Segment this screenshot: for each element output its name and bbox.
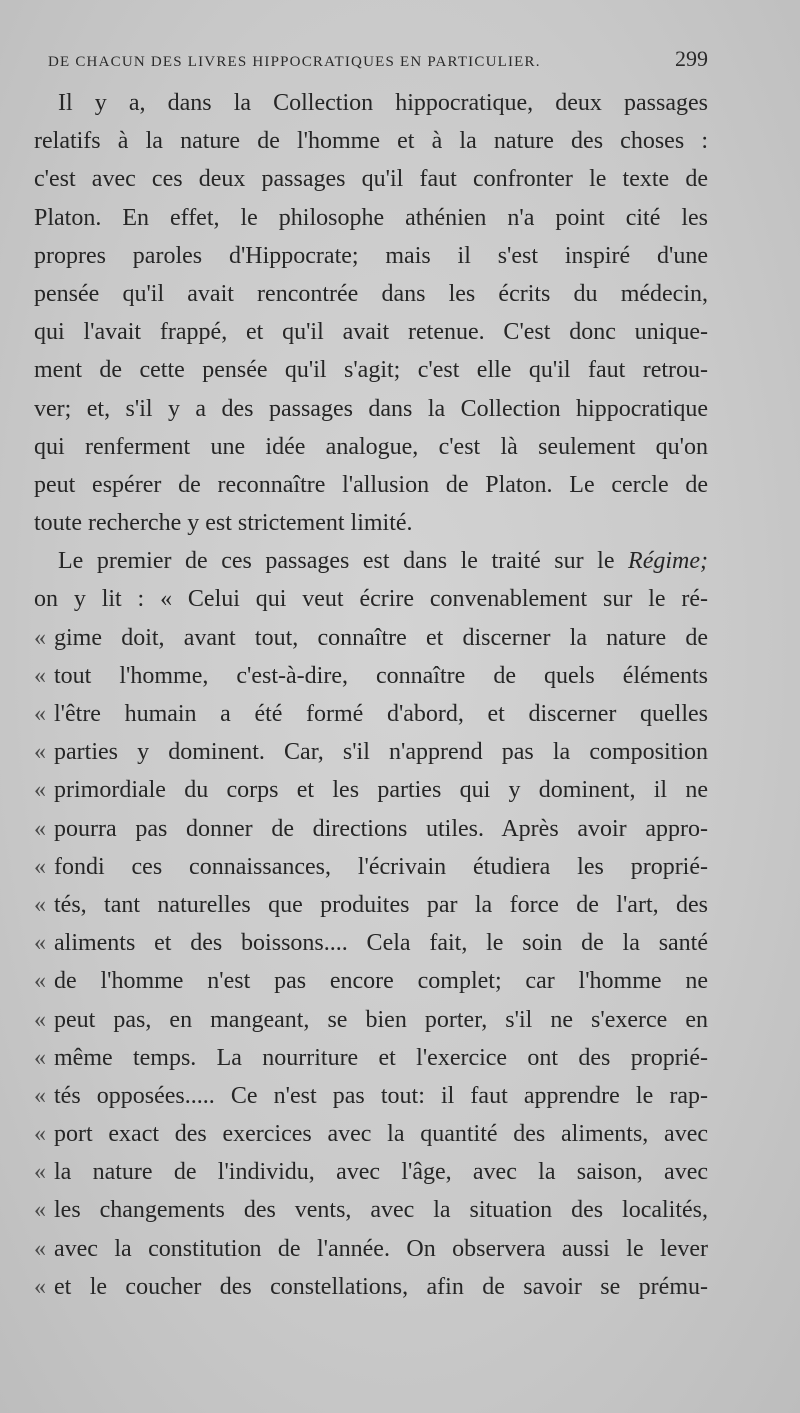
text-line: qui renferment une idée analogue, c'est là seulement qu'on bbox=[34, 433, 708, 460]
quoted-text: de l'homme n'est pas encore complet; car l'homme ne bbox=[54, 968, 708, 995]
quoted-line bbox=[34, 695, 708, 733]
quoted-text: pourra pas donner de directions utiles. Après avoir appro- bbox=[54, 815, 708, 842]
quoted-line bbox=[34, 1001, 708, 1039]
body-text bbox=[34, 84, 708, 1306]
quoted-text: peut pas, en mangeant, se bien porter, s'il ne s'exerce en bbox=[54, 1006, 708, 1033]
quoted-line bbox=[34, 1039, 708, 1077]
quoted-text: port exact des exercices avec la quantité des aliments, avec bbox=[54, 1121, 708, 1148]
running-head-title: DE CHACUN DES LIVRES HIPPOCRATIQUES EN PARTICULIER. bbox=[48, 54, 541, 70]
quoted-text: aliments et des boissons.... Cela fait, le soin de la santé bbox=[54, 930, 708, 957]
quoted-text: et le coucher des constellations, afin de savoir se prému- bbox=[54, 1273, 708, 1300]
quoted-text: fondi ces connaissances, l'écrivain étudiera les proprié- bbox=[54, 853, 708, 880]
quote-mark: « bbox=[34, 1159, 46, 1186]
quote-mark: « bbox=[34, 1082, 46, 1109]
text-line: c'est avec ces deux passages qu'il faut confronter le texte de bbox=[34, 166, 708, 193]
quote-mark: « bbox=[34, 777, 46, 804]
quoted-line bbox=[34, 886, 708, 924]
italic-title: Régime; bbox=[628, 548, 708, 575]
text-line: peut espérer de reconnaître l'allusion de Platon. Le cercle de bbox=[34, 471, 708, 498]
text-line: ver; et, s'il y a des passages dans la Collection hippocratique bbox=[34, 395, 708, 422]
quoted-line bbox=[34, 657, 708, 695]
quoted-text: parties y dominent. Car, s'il n'apprend pas la composition bbox=[54, 739, 708, 766]
quoted-text: avec la constitution de l'année. On observera aussi le lever bbox=[54, 1235, 708, 1262]
quoted-line bbox=[34, 810, 708, 848]
running-head bbox=[48, 46, 708, 74]
page-number: 299 bbox=[675, 46, 708, 71]
quote-mark: « bbox=[34, 1044, 46, 1071]
quote-mark: « bbox=[34, 739, 46, 766]
quote-mark: « bbox=[34, 662, 46, 689]
quote-mark: « bbox=[34, 1197, 46, 1224]
quoted-text: gime doit, avant tout, connaître et discerner la nature de bbox=[54, 624, 708, 651]
quote-mark: « bbox=[34, 853, 46, 880]
quoted-line bbox=[34, 924, 708, 962]
quoted-text: même temps. La nourriture et l'exercice ont des proprié- bbox=[54, 1044, 708, 1071]
text-line: toute recherche y est strictement limité. bbox=[34, 510, 413, 537]
text-line: Il y a, dans la Collection hippocratique, deux passages bbox=[58, 90, 708, 116]
quoted-line bbox=[34, 848, 708, 886]
quoted-line bbox=[34, 771, 708, 809]
text-run: Le premier de ces passages est dans le traité sur le bbox=[58, 548, 615, 575]
quoted-line bbox=[34, 619, 708, 657]
quote-mark: « bbox=[34, 1273, 46, 1300]
quoted-text: la nature de l'individu, avec l'âge, avec la saison, avec bbox=[54, 1159, 708, 1186]
quote-mark: « bbox=[34, 891, 46, 918]
quote-mark: « bbox=[34, 930, 46, 957]
quote-mark: « bbox=[34, 1235, 46, 1262]
quoted-text: tés, tant naturelles que produites par la force de l'art, des bbox=[54, 891, 708, 918]
text-line bbox=[34, 542, 708, 580]
quoted-line bbox=[34, 1153, 708, 1191]
text-line: pensée qu'il avait rencontrée dans les écrits du médecin, bbox=[34, 280, 708, 307]
quoted-line bbox=[34, 1191, 708, 1229]
quoted-text: les changements des vents, avec la situation des localités, bbox=[54, 1197, 708, 1224]
quoted-line bbox=[34, 962, 708, 1000]
quoted-line bbox=[34, 1230, 708, 1268]
text-line: propres paroles d'Hippocrate; mais il s'est inspiré d'une bbox=[34, 242, 708, 269]
quoted-text: l'être humain a été formé d'abord, et discerner quelles bbox=[54, 701, 708, 727]
quoted-line bbox=[34, 1115, 708, 1153]
quoted-line bbox=[34, 1268, 708, 1306]
quoted-text: primordiale du corps et les parties qui y dominent, il ne bbox=[54, 777, 708, 804]
quoted-text: tés opposées..... Ce n'est pas tout: il faut apprendre le rap- bbox=[54, 1082, 708, 1109]
text-line: qui l'avait frappé, et qu'il avait retenue. C'est donc unique- bbox=[34, 319, 708, 346]
text-line: Platon. En effet, le philosophe athénien n'a point cité les bbox=[34, 204, 708, 231]
quoted-line bbox=[34, 1077, 708, 1115]
text-line: relatifs à la nature de l'homme et à la nature des choses : bbox=[34, 128, 708, 155]
quote-mark: « bbox=[34, 1006, 46, 1033]
quote-mark: « bbox=[34, 815, 46, 842]
text-line: ment de cette pensée qu'il s'agit; c'est elle qu'il faut retrou- bbox=[34, 357, 708, 384]
quote-mark: « bbox=[34, 624, 46, 651]
text-line: on y lit : « Celui qui veut écrire convenablement sur le ré- bbox=[34, 586, 708, 613]
quote-mark: « bbox=[34, 1121, 46, 1148]
quote-mark: « bbox=[34, 968, 46, 995]
quoted-text: tout l'homme, c'est-à-dire, connaître de quels éléments bbox=[54, 662, 708, 689]
quote-mark: « bbox=[34, 701, 46, 727]
quoted-line bbox=[34, 733, 708, 771]
